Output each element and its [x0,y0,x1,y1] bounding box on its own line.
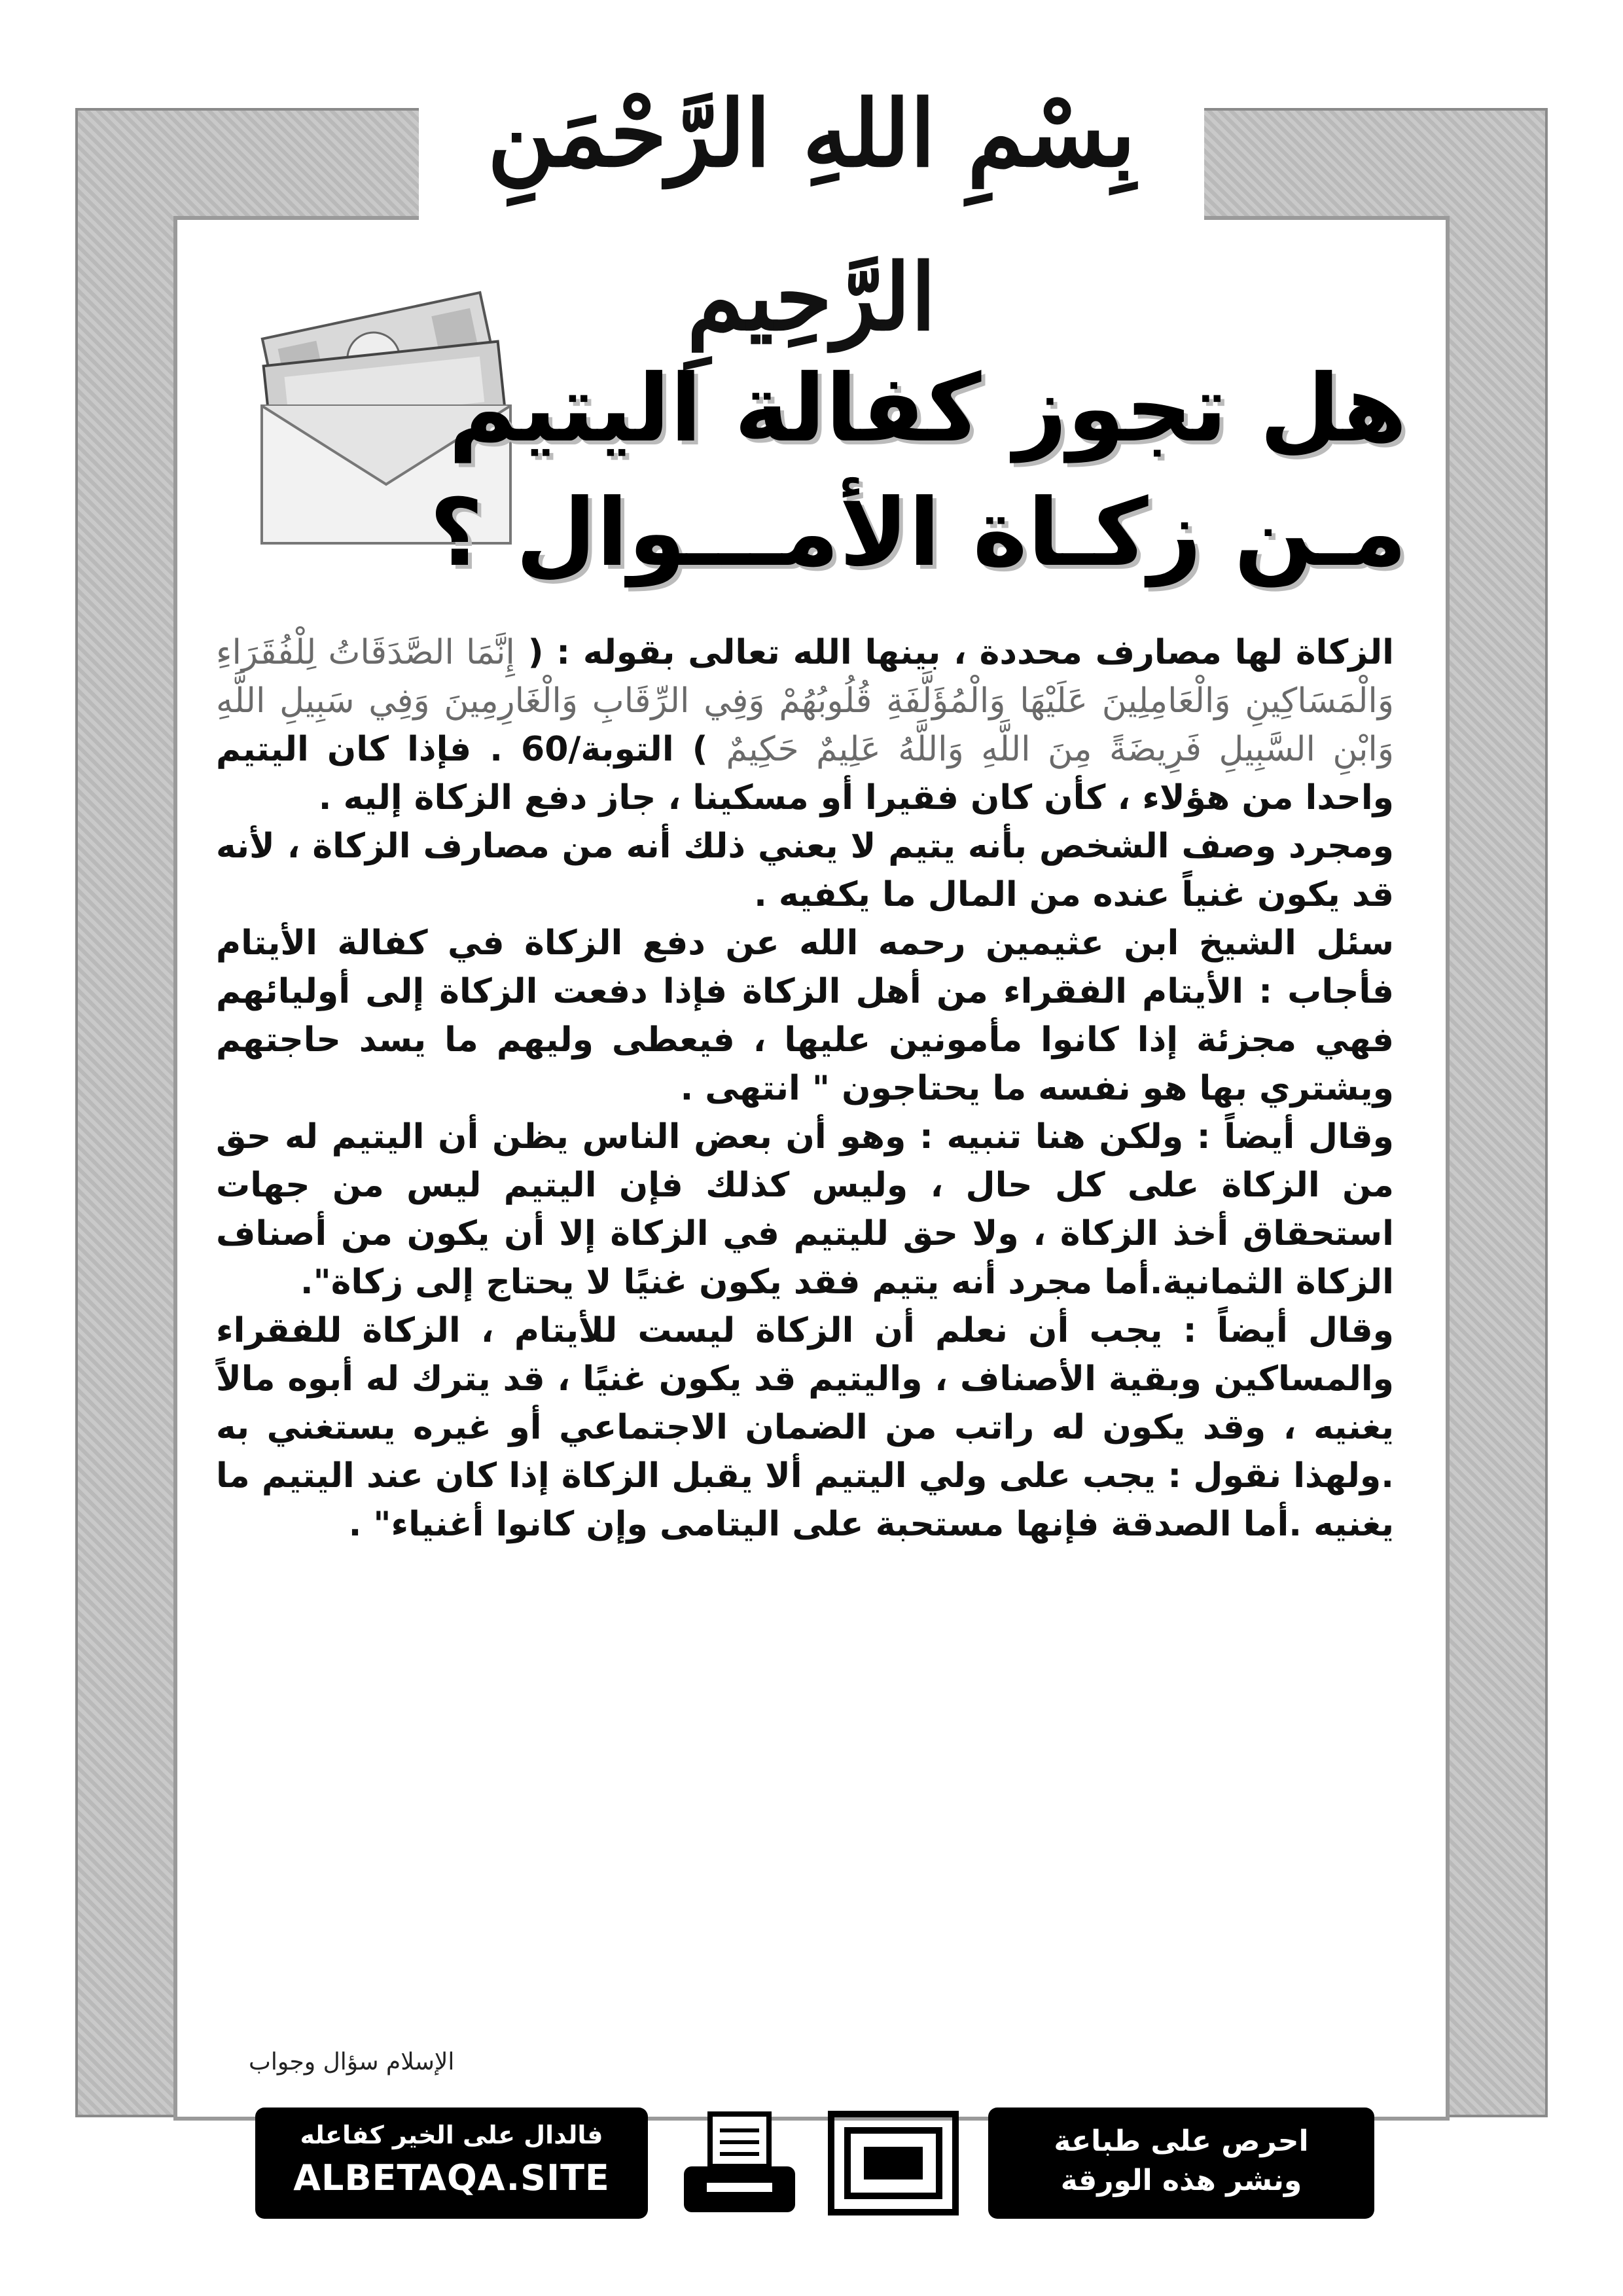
paragraph-1-rest: ) التوبة/60 . فإذا كان اليتيم واحدا من هؤلاء ، كأن كان فقيرا أو مسكينا ، جاز دفع الزكاة إليه . [216,730,1394,817]
printer-icon [681,2111,798,2219]
print-share-badge [988,2108,1374,2219]
paragraph-5: وقال أيضاً : يجب أن نعلم أن الزكاة ليست للأيتام ، الزكاة للفقراء والمساكين وبقية الأصناف ، واليتيم قد يكون غنيًا ، قد يترك له أبوه مالاً يغنيه ، وقد يكون له راتب من الضمان الاجتماعي أو غيره يستغني به .ولهذا نقول : يجب على ولي اليتيم ألا يقبل الزكاة إذا كان عند اليتيم ما يغنيه .أما الصدقة فإنها مستحبة على اليتامى وإن كانوا أغنياء" . [216,1311,1394,1544]
title-line-1: هل تجوز كفالة اليتيم [448,355,1407,463]
title-line-2: مـن زكـاة الأمـــوال ؟ [429,479,1407,587]
footer-bar [255,2108,1374,2219]
dawa-logo [825,2108,962,2219]
paragraph-2: ومجرد وصف الشخص بأنه يتيم لا يعني ذلك أنه من مصارف الزكاة ، لأنه قد يكون غنياً عنده من المال ما يكفيه . [216,827,1394,914]
article-body [216,628,1394,1549]
footer-slogan: فالدال على الخير كفاعله [300,2121,603,2149]
print-line-1: احرص على طباعة [1054,2125,1309,2158]
page-title [429,347,1407,596]
print-line-2: ونشر هذه الورقة [1060,2164,1302,2197]
basmala-calligraphy: بِسْمِ اللهِ الرَّحْمَنِ الرَّحِيمِ [487,81,1136,351]
paragraph-3: سئل الشيخ ابن عثيمين رحمه الله عن دفع الزكاة في كفالة الأيتام فأجاب : الأيتام الفقراء من أهل الزكاة فإذا دفعت الزكاة إلى أوليائهم فهي مجزئة إذا كانوا مأمونين عليها ، فيعطى وليهم ما يسد حاجتهم ويشتري بها هو نفسه ما يحتاجون " انتهى . [216,924,1394,1108]
paragraph-4: وقال أيضاً : ولكن هنا تنبيه : وهو أن بعض الناس يظن أن اليتيم له حق من الزكاة على كل حال ، وليس كذلك فإن اليتيم ليس من جهات استحقاق أخذ الزكاة ، ولا حق لليتيم في الزكاة إلا أن يكون من أصناف الزكاة الثمانية.أما مجرد أنه يتيم فقد يكون غنيًا لا يحتاج إلى زكاة". [216,1117,1394,1302]
paragraph-1-intro: الزكاة لها مصارف محددة ، بينها الله تعالى بقوله : ( [527,633,1395,672]
website-badge[interactable] [255,2108,648,2219]
paragraph-1 [216,628,1394,822]
source-credit: الإسلام سؤال وجواب [249,2049,455,2075]
quran-verse: إِنَّمَا الصَّدَقَاتُ لِلْفُقَرَاءِ وَالْمَسَاكِينِ وَالْعَامِلِينَ عَلَيْهَا وَالْمُؤَلَّفَةِ قُلُوبُهُمْ وَفِي الرِّقَابِ وَالْغَارِمِينَ وَفِي سَبِيلِ اللَّهِ وَابْنِ السَّبِيلِ فَرِيضَةً مِنَ اللَّهِ وَاللَّهُ عَلِيمٌ حَكِيمٌ [216,633,1394,769]
logo-mark [825,2108,962,2219]
website-link[interactable]: ALBETAQA.SITE [293,2157,610,2198]
